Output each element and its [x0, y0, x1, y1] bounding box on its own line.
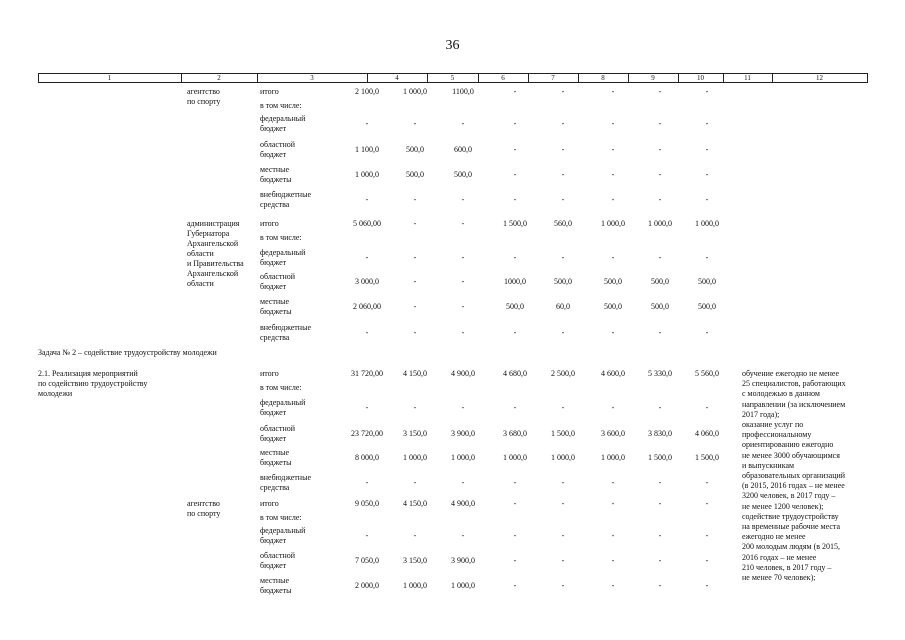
cell-value: -	[561, 328, 565, 337]
cell-value: 3 900,0	[451, 556, 475, 565]
row-label: внебюджетные	[260, 323, 311, 332]
cell-value: 31 720,00	[351, 369, 383, 378]
cell-value: -	[513, 581, 517, 590]
cell-value: -	[561, 170, 565, 179]
cell-value: -	[658, 87, 662, 96]
cell-value: 500,0	[604, 277, 622, 286]
cell-value: -	[365, 195, 369, 204]
row-label: местные	[260, 165, 290, 174]
cell-value: -	[705, 119, 709, 128]
cell-value: -	[461, 403, 465, 412]
cell-value: 3 900,0	[451, 429, 475, 438]
cell-value: 1 000,0	[601, 453, 625, 462]
expected-result-line: 210 человек, в 2017 году –	[742, 562, 832, 572]
cell-value: -	[365, 403, 369, 412]
expected-result-line: оказание услуг по	[742, 420, 804, 429]
header-col-number: 9	[651, 74, 655, 82]
row-label: итого	[260, 87, 279, 96]
row-label: бюджет	[260, 150, 287, 159]
cell-value: -	[513, 253, 517, 262]
cell-value: -	[513, 195, 517, 204]
cell-value: 500,0	[604, 302, 622, 311]
cell-value: 1100,0	[452, 87, 474, 96]
cell-value: -	[413, 119, 417, 128]
cell-value: -	[561, 581, 565, 590]
cell-value: -	[611, 145, 615, 154]
cell-value: -	[705, 87, 709, 96]
expected-result-line: не менее 3000 обучающимся	[742, 450, 840, 460]
expected-result-line: 25 специалистов, работающих	[742, 379, 846, 389]
expected-result-line: направлении (за исключением	[742, 399, 846, 409]
cell-value: -	[513, 119, 517, 128]
cell-value: -	[611, 581, 615, 590]
row-label: бюджет	[260, 536, 287, 545]
cell-value: -	[658, 531, 662, 540]
row-label: в том числе:	[260, 513, 302, 522]
expected-result-line: (в 2015, 2016 годах – не менее	[742, 481, 845, 491]
cell-value: 500,0	[698, 302, 716, 311]
cell-value: -	[461, 277, 465, 286]
cell-value: -	[513, 556, 517, 565]
cell-value: -	[705, 499, 709, 508]
cell-value: -	[611, 478, 615, 487]
cell-value: -	[461, 478, 465, 487]
cell-value: 500,0	[698, 277, 716, 286]
cell-value: 5 060,00	[353, 219, 381, 228]
cell-value: -	[658, 403, 662, 412]
cell-value: 1 500,0	[648, 453, 672, 462]
header-col-number: 10	[697, 74, 704, 82]
cell-value: -	[461, 195, 465, 204]
cell-value: 7 050,0	[355, 556, 379, 565]
row-label: областной	[260, 272, 296, 281]
measure-title: 2.1. Реализация мероприятий	[38, 369, 138, 378]
expected-result-line: на временные рабочие места	[742, 522, 841, 531]
cell-value: -	[413, 403, 417, 412]
cell-value: -	[705, 170, 709, 179]
cell-value: -	[611, 556, 615, 565]
cell-value: -	[611, 195, 615, 204]
expected-result-line: 3200 человек, в 2017 году –	[742, 491, 836, 501]
row-label: внебюджетные	[260, 473, 311, 482]
cell-value: 1 000,0	[551, 453, 575, 462]
cell-value: 60,0	[556, 302, 570, 311]
cell-value: 1 000,0	[648, 219, 672, 228]
cell-value: 1 000,0	[503, 453, 527, 462]
cell-value: -	[365, 478, 369, 487]
cell-value: 8 000,0	[355, 453, 379, 462]
expected-result-line: профессиональному	[742, 430, 812, 440]
cell-value: -	[561, 119, 565, 128]
cell-value: -	[705, 403, 709, 412]
cell-value: 4 060,0	[695, 429, 719, 438]
cell-value: -	[513, 145, 517, 154]
row-label: федеральный	[260, 248, 306, 257]
cell-value: -	[705, 253, 709, 262]
expected-result-line: не менее 70 человек);	[742, 573, 816, 582]
header-col-number: 12	[816, 74, 823, 82]
cell-value: -	[561, 556, 565, 565]
cell-value: 9 050,0	[355, 499, 379, 508]
cell-value: 500,0	[651, 277, 669, 286]
header-col-number: 4	[395, 74, 399, 82]
row-label: бюджеты	[260, 458, 292, 467]
cell-value: -	[705, 581, 709, 590]
cell-value: 3 150,0	[403, 429, 427, 438]
cell-value: 600,0	[454, 145, 472, 154]
row-label: местные	[260, 448, 290, 457]
cell-value: -	[658, 253, 662, 262]
row-label: средства	[260, 333, 290, 342]
cell-value: -	[461, 531, 465, 540]
cell-value: 1 500,0	[503, 219, 527, 228]
table-header	[38, 73, 867, 83]
cell-value: 500,0	[554, 277, 572, 286]
cell-value: -	[413, 277, 417, 286]
cell-value: -	[658, 195, 662, 204]
header-col-number: 1	[107, 74, 112, 82]
cell-value: 500,0	[506, 302, 524, 311]
cell-value: 500,0	[651, 302, 669, 311]
cell-value: 3 830,0	[648, 429, 672, 438]
cell-value: -	[561, 499, 565, 508]
header-col-number: 8	[601, 74, 605, 82]
cell-value: -	[658, 170, 662, 179]
cell-value: 3 600,0	[601, 429, 625, 438]
row-label: бюджеты	[260, 307, 292, 316]
cell-value: 1 500,0	[551, 429, 575, 438]
row-label: итого	[260, 499, 279, 508]
responsible-executor: Архангельской	[187, 269, 239, 278]
cell-value: 4 150,0	[403, 369, 427, 378]
row-label: местные	[260, 297, 290, 306]
cell-value: 1000,0	[504, 277, 526, 286]
cell-value: -	[611, 403, 615, 412]
cell-value: 3 150,0	[403, 556, 427, 565]
header-col-number: 7	[551, 74, 555, 82]
cell-value: 1 000,0	[403, 87, 427, 96]
cell-value: -	[365, 119, 369, 128]
cell-value: -	[513, 328, 517, 337]
header-col-number: 5	[450, 74, 455, 82]
cell-value: -	[658, 328, 662, 337]
cell-value: -	[611, 328, 615, 337]
header-col-number: 3	[310, 74, 314, 82]
task-heading: Задача № 2 – содействие трудоустройству молодежи	[38, 348, 217, 357]
cell-value: 3 000,0	[355, 277, 379, 286]
cell-value: -	[513, 478, 517, 487]
cell-value: -	[705, 556, 709, 565]
expected-result-line: образовательных организаций	[742, 471, 846, 480]
responsible-executor: и Правительства	[187, 259, 244, 268]
cell-value: -	[658, 556, 662, 565]
cell-value: 500,0	[454, 170, 472, 179]
cell-value: -	[705, 328, 709, 337]
cell-value: 500,0	[406, 170, 424, 179]
responsible-executor: агентство	[187, 87, 220, 96]
responsible-executor: Губернатора	[187, 229, 230, 238]
cell-value: -	[611, 499, 615, 508]
expected-result-line: и выпускникам	[742, 460, 795, 470]
cell-value: -	[413, 302, 417, 311]
cell-value: -	[513, 170, 517, 179]
cell-value: -	[561, 403, 565, 412]
cell-value: 4 680,0	[503, 369, 527, 378]
cell-value: -	[413, 195, 417, 204]
cell-value: 4 600,0	[601, 369, 625, 378]
responsible-executor: администрация	[187, 219, 240, 228]
cell-value: -	[561, 195, 565, 204]
cell-value: -	[413, 478, 417, 487]
row-label: внебюджетные	[260, 190, 311, 199]
row-label: средства	[260, 200, 290, 209]
expected-result-line: 2017 года);	[742, 409, 780, 419]
cell-value: -	[413, 219, 417, 228]
row-label: областной	[260, 551, 296, 560]
row-label: областной	[260, 424, 296, 433]
cell-value: 560,0	[554, 219, 572, 228]
cell-value: -	[561, 253, 565, 262]
responsible-executor: по спорту	[187, 509, 221, 518]
cell-value: 4 150,0	[403, 499, 427, 508]
cell-value: -	[561, 87, 565, 96]
cell-value: 5 330,0	[648, 369, 672, 378]
cell-value: -	[705, 195, 709, 204]
cell-value: 2 060,00	[353, 302, 381, 311]
cell-value: -	[513, 499, 517, 508]
cell-value: 5 560,0	[695, 369, 719, 378]
header-col-number: 6	[501, 74, 505, 82]
cell-value: 1 100,0	[355, 145, 379, 154]
cell-value: 4 900,0	[451, 499, 475, 508]
row-label: федеральный	[260, 114, 306, 123]
cell-value: -	[611, 119, 615, 128]
expected-result-line: с молодежью в данном	[742, 389, 820, 399]
cell-value: -	[658, 119, 662, 128]
cell-value: 1 000,0	[601, 219, 625, 228]
cell-value: -	[705, 531, 709, 540]
header-divider	[867, 73, 868, 83]
cell-value: 1 500,0	[695, 453, 719, 462]
cell-value: 1 000,0	[695, 219, 719, 228]
responsible-executor: Архангельской	[187, 239, 239, 248]
cell-value: 1 000,0	[403, 453, 427, 462]
row-label: местные	[260, 576, 290, 585]
row-label: бюджет	[260, 408, 287, 417]
cell-value: -	[705, 478, 709, 487]
cell-value: -	[658, 478, 662, 487]
responsible-executor: по спорту	[187, 97, 221, 106]
cell-value: 23 720,00	[351, 429, 383, 438]
cell-value: -	[561, 145, 565, 154]
cell-value: -	[413, 328, 417, 337]
measure-title: молодежи	[38, 389, 73, 398]
cell-value: -	[413, 253, 417, 262]
responsible-executor: области	[187, 249, 214, 258]
cell-value: 2 000,0	[355, 581, 379, 590]
cell-value: -	[611, 531, 615, 540]
cell-value: -	[365, 328, 369, 337]
cell-value: -	[658, 145, 662, 154]
cell-value: -	[705, 145, 709, 154]
cell-value: -	[513, 531, 517, 540]
row-label: бюджет	[260, 124, 287, 133]
cell-value: -	[461, 253, 465, 262]
row-label: бюджеты	[260, 175, 292, 184]
cell-value: -	[611, 87, 615, 96]
cell-value: -	[513, 403, 517, 412]
cell-value: 4 900,0	[451, 369, 475, 378]
expected-result-line: 2016 годах – не менее	[742, 552, 817, 562]
header-col-number: 11	[744, 74, 751, 82]
row-label: бюджет	[260, 434, 287, 443]
cell-value: -	[611, 253, 615, 262]
cell-value: 3 680,0	[503, 429, 527, 438]
cell-value: -	[461, 328, 465, 337]
row-label: бюджет	[260, 258, 287, 267]
row-label: бюджеты	[260, 586, 292, 595]
row-label: бюджет	[260, 282, 287, 291]
cell-value: -	[611, 170, 615, 179]
cell-value: 2 100,0	[355, 87, 379, 96]
expected-result-line: 200 молодым людям (в 2015,	[742, 542, 841, 552]
measure-title: по содействию трудоустройству	[38, 379, 148, 388]
expected-result-line: ежегодно не менее	[742, 532, 806, 542]
row-label: бюджет	[260, 561, 287, 570]
cell-value: 1 000,0	[403, 581, 427, 590]
cell-value: -	[658, 581, 662, 590]
row-label: федеральный	[260, 526, 306, 535]
cell-value: -	[461, 219, 465, 228]
expected-result-line: ориентированию ежегодно	[742, 440, 834, 450]
expected-result-line: не менее 1200 человек);	[742, 501, 824, 511]
responsible-executor: агентство	[187, 499, 220, 508]
cell-value: -	[461, 119, 465, 128]
cell-value: 1 000,0	[355, 170, 379, 179]
cell-value: -	[365, 253, 369, 262]
cell-value: -	[658, 499, 662, 508]
cell-value: -	[461, 302, 465, 311]
row-label: в том числе:	[260, 383, 302, 392]
expected-result-line: обучение ежегодно не менее	[742, 369, 840, 378]
cell-value: 2 500,0	[551, 369, 575, 378]
cell-value: -	[561, 531, 565, 540]
cell-value: 1 000,0	[451, 581, 475, 590]
cell-value: -	[513, 87, 517, 96]
cell-value: -	[561, 478, 565, 487]
cell-value: 1 000,0	[451, 453, 475, 462]
row-label: федеральный	[260, 398, 306, 407]
row-label: средства	[260, 483, 290, 492]
header-col-number: 2	[217, 74, 221, 82]
responsible-executor: области	[187, 279, 214, 288]
row-label: областной	[260, 140, 296, 149]
expected-result-line: содействие трудоустройству	[742, 511, 839, 521]
cell-value: 500,0	[406, 145, 424, 154]
cell-value: -	[365, 531, 369, 540]
row-label: в том числе:	[260, 233, 302, 242]
row-label: итого	[260, 369, 279, 378]
row-label: в том числе:	[260, 101, 302, 110]
cell-value: -	[413, 531, 417, 540]
page-number: 36	[445, 38, 460, 53]
row-label: итого	[260, 219, 279, 228]
